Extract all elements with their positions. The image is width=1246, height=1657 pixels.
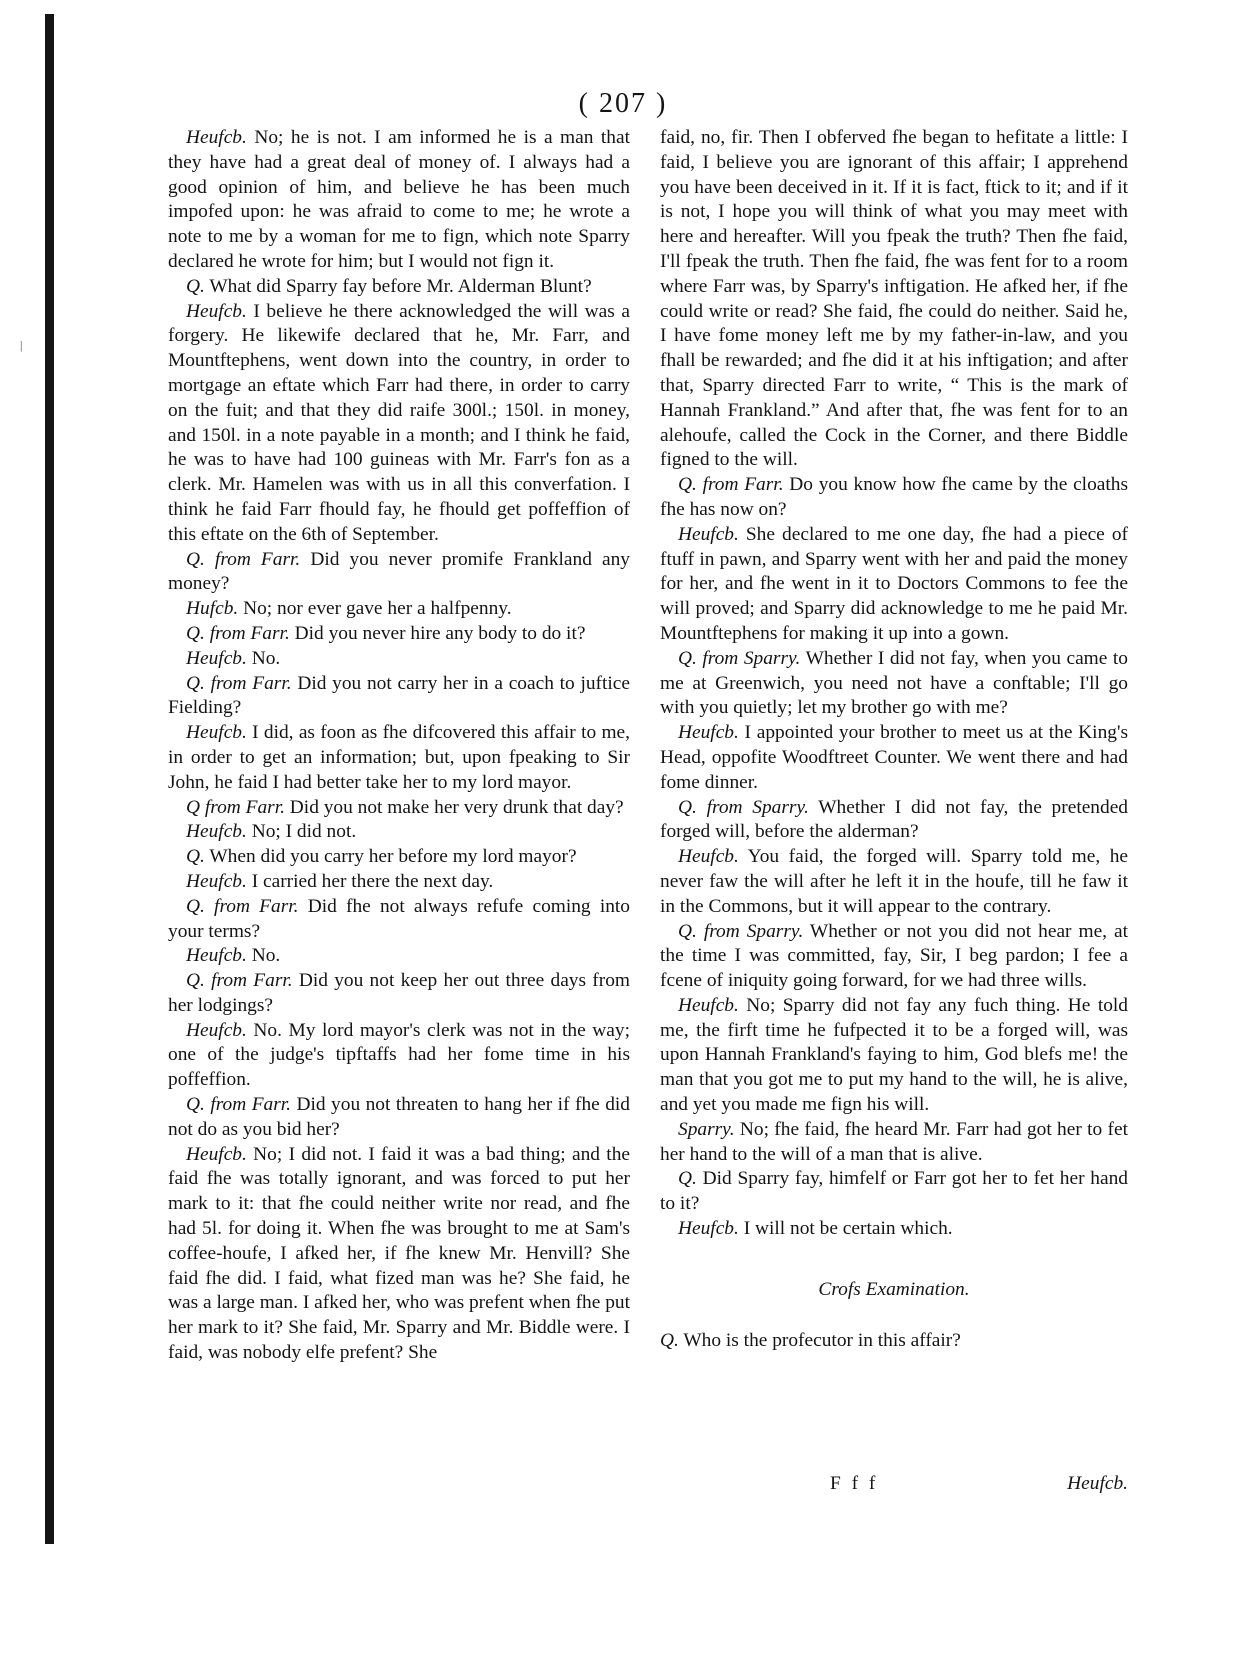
- paragraph: [660, 523, 1128, 647]
- speaker-label: Heufcb.: [678, 846, 739, 868]
- signature-mark: F f f: [830, 1473, 879, 1494]
- paragraph: [168, 969, 630, 1019]
- paragraph-text: No. My lord mayor's clerk was not in the way; one of the judge's tipftaffs had her fome time in his poffeffion.: [168, 1019, 630, 1091]
- paragraph-text: No.: [246, 647, 281, 669]
- speaker-label: Q. from Farr.: [186, 970, 293, 992]
- paragraph-text: faid, no, fir. Then I obferved fhe began to hefitate a little: I faid, I believe you are ignorant of this affair; I apprehend you have been deceived in it. If it is fact, ftick to it; and if it is not, I hope you will think of what you may meet with here and hereafter. Will you fpeak the truth? Then fhe faid, I'll fpeak the truth. Then fhe faid, fhe was fent for to a room where Farr was, by Sparry's inftigation. He afked her, if fhe could write or read? She faid, fhe could do neither. Said he, I have fome money left me by my father-in-law, and you fhall be rewarded; and fhe did it at his inftigation; and after that, Sparry directed Farr to write, “ This is the mark of Hannah Frankland.” And after that, fhe was fent for to an alehoufe, called the Cock in the Corner, and there Biddle figned to the will.: [660, 127, 1128, 471]
- paragraph: [168, 1019, 630, 1093]
- paragraph: [168, 1143, 630, 1366]
- paragraph: [660, 1167, 1128, 1217]
- speaker-label: Q. from Farr.: [186, 895, 299, 917]
- paragraph: [168, 721, 630, 795]
- paragraph-text: I carried her there the next day.: [246, 870, 494, 892]
- speaker-label: Q. from Sparry.: [678, 647, 801, 669]
- paragraph: [660, 721, 1128, 795]
- paragraph: [168, 548, 630, 598]
- paragraph: [168, 597, 630, 622]
- paragraph: [168, 796, 630, 821]
- paragraph-text: She declared to me one day, fhe had a piece of ftuff in pawn, and Sparry went with her and paid the money for her, and fhe went in it to Doctors Commons to fee the will proved; and Sparry did acknowledge to me he paid Mr. Mountftephens for making it up into a gown.: [660, 523, 1128, 644]
- speaker-label: Q.: [186, 275, 205, 297]
- paragraph-text: Whether I did not fay, when you came to me at Greenwich, you need not have a conftable; I'll go with you quietly; let my brother go with me?: [660, 647, 1128, 719]
- speaker-label: Heufcb.: [186, 870, 247, 892]
- paragraph-text: Did you not threaten to hang her if fhe did not do as you bid her?: [168, 1094, 630, 1140]
- left-column: [168, 126, 630, 1366]
- speaker-label: Q.: [678, 1168, 697, 1190]
- speaker-label: Heufcb.: [186, 647, 247, 669]
- paragraph-text: Did you not keep her out three days from her lodgings?: [168, 970, 630, 1016]
- paragraph: [660, 647, 1128, 721]
- speaker-label: Heufcb.: [186, 300, 247, 322]
- paragraph-text: No.: [246, 945, 281, 967]
- speaker-label: Sparry.: [678, 1118, 735, 1140]
- paragraph-text: Did you never hire any body to do it?: [289, 622, 586, 644]
- paragraph: [660, 1118, 1128, 1168]
- paragraph: [168, 126, 630, 275]
- paragraph-text: No; Sparry did not fay any fuch thing. He told me, the firft time he fufpected it to be a forged will, was upon Hannah Frankland's faying to him, God blefs me! the man that you got me to put my hand to the will, he is alive, and yet you made me fign his will.: [660, 994, 1128, 1116]
- speaker-label: Q. from Sparry.: [678, 796, 809, 818]
- paragraph-text: No; nor ever gave her a halfpenny.: [238, 598, 512, 620]
- speaker-label: Heufcb.: [186, 127, 247, 148]
- speaker-label: Heufcb.: [678, 722, 739, 744]
- scan-speck: |: [20, 338, 23, 352]
- paragraph: [660, 845, 1128, 919]
- paragraph-text: Who is the profecutor in this affair?: [678, 1329, 961, 1351]
- paragraph-text: I believe he there acknowledged the will was a forgery. He likewife declared that he, Mr. Farr, and Mountftephens, went down into the country, in order to mortgage an eftate which Farr had there, in order to carry on the fuit; and that they did raife 300l.; 150l. in money, and 150l. in a note payable in a month; and I think he faid, he was to have had 100 guineas with Mr. Farr's fon as a clerk. Mr. Hamelen was with us in all this converfation. I think he faid Farr fhould fay, he fhould get poffeffion of this eftate on the 6th of September.: [168, 300, 630, 545]
- paragraph: [660, 126, 1128, 473]
- closing-question: [660, 1329, 1128, 1354]
- paragraph: [168, 672, 630, 722]
- paragraph-text: No; fhe faid, fhe heard Mr. Farr had got her to fet her hand to the will of a man that is alive.: [660, 1118, 1128, 1165]
- speaker-label: Q. from Farr.: [678, 474, 784, 496]
- speaker-label: Heufcb.: [186, 1143, 247, 1165]
- paragraph: [168, 622, 630, 647]
- paragraph-text: When did you carry her before my lord mayor?: [204, 846, 577, 868]
- speaker-label: Q. from Farr.: [186, 622, 290, 644]
- page-number: ( 207 ): [578, 88, 668, 119]
- paragraph: [168, 1093, 630, 1143]
- paragraph: [660, 796, 1128, 846]
- paragraph-text: I did, as foon as fhe difcovered this affair to me, in order to get an information; but, upon fpeaking to Sir John, he faid I had better take her to my lord mayor.: [168, 722, 630, 793]
- speaker-label: Q. from Farr.: [186, 672, 292, 694]
- paragraph-text: Did you not carry her in a coach to juftice Fielding?: [168, 672, 630, 719]
- paragraph-text: Did fhe not always refufe coming into your terms?: [168, 895, 630, 942]
- speaker-label: Heufcb.: [678, 1218, 739, 1240]
- paragraph: [168, 895, 630, 945]
- paragraph-text: Did Sparry fay, himfelf or Farr got her to fet her hand to it?: [660, 1168, 1128, 1215]
- paragraph-text: I appointed your brother to meet us at the King's Head, oppofite Woodftreet Counter. We went there and had fome dinner.: [660, 722, 1128, 793]
- right-column: [660, 126, 1128, 1353]
- paragraph-text: Whether I did not fay, the pretended forged will, before the alderman?: [660, 796, 1129, 843]
- paragraph: [660, 473, 1128, 523]
- speaker-label: Hufcb.: [186, 598, 239, 620]
- speaker-label: Q. from Farr.: [186, 1094, 292, 1116]
- paragraph: [168, 275, 630, 300]
- paragraph-text: I will not be certain which.: [738, 1218, 953, 1240]
- speaker-label: Q.: [186, 846, 205, 868]
- paragraph: [168, 845, 630, 870]
- catchword: Heufcb.: [1067, 1473, 1128, 1494]
- paragraph: [168, 300, 630, 548]
- speaker-label: Q. from Farr.: [186, 548, 301, 570]
- speaker-label: Heufcb.: [186, 945, 247, 967]
- section-heading: Crofs Examination.: [818, 1278, 970, 1300]
- speaker-label: Q from Farr.: [186, 796, 285, 818]
- paragraph-text: Whether or not you did not hear me, at the time I was committed, fay, Sir, I beg pardon; I fee a fcene of iniquity going forward, for we had three wills.: [660, 920, 1128, 992]
- paragraph-text: Did you not make her very drunk that day?: [284, 796, 624, 818]
- paragraph-text: You faid, the forged will. Sparry told me, he never faw the will after he left it in the houfe, till he faw it in the Commons, but it will appear to the contrary.: [660, 846, 1128, 917]
- speaker-label: Heufcb.: [678, 523, 739, 545]
- speaker-label: Heufcb.: [186, 1019, 247, 1041]
- paragraph: [168, 870, 630, 895]
- speaker-label: Heufcb.: [678, 994, 739, 1016]
- paragraph-text: What did Sparry fay before Mr. Alderman Blunt?: [204, 275, 592, 297]
- speaker-label: Heufcb.: [186, 821, 247, 843]
- paragraph: [660, 994, 1128, 1118]
- paragraph: [660, 920, 1128, 994]
- paragraph: [168, 647, 630, 672]
- paragraph: [168, 820, 630, 845]
- paragraph: [660, 1217, 1128, 1242]
- paragraph-text: No; I did not. I faid it was a bad thing; and the faid fhe was totally ignorant, and was forced to put her mark to it: that fhe could neither write nor read, and fhe had 5l. for doing it. When fhe was brought to me at Sam's coffee-houfe, I afked her, if fhe knew Mr. Henvill? She faid fhe did. I faid, what fized man was he? She faid, he was a large man. I afked her, who was prefent when fhe put her mark to it? She faid, Mr. Sparry and Mr. Biddle were. I faid, was nobody elfe prefent? She: [168, 1143, 630, 1364]
- paragraph-text: No; I did not.: [246, 821, 357, 843]
- binding-edge: [45, 14, 54, 1544]
- paragraph: [168, 944, 630, 969]
- speaker-label: Heufcb.: [186, 722, 247, 744]
- speaker-label: Q.: [660, 1329, 679, 1351]
- speaker-label: Q. from Sparry.: [678, 920, 804, 942]
- paragraph-text: No; he is not. I am informed he is a man that they have had a great deal of money of. I always had a good opinion of him, and believe he has been much impofed upon: he was afraid to come to me; he wrote a note to me by a woman for me to fign, which note Sparry declared he wrote for him; but I would not fign it.: [168, 127, 630, 272]
- paragraph-text: Do you know how fhe came by the cloaths fhe has now on?: [660, 474, 1128, 520]
- right-column-paragraphs: [660, 126, 1128, 1242]
- paragraph-text: Did you never promife Frankland any money?: [168, 548, 630, 595]
